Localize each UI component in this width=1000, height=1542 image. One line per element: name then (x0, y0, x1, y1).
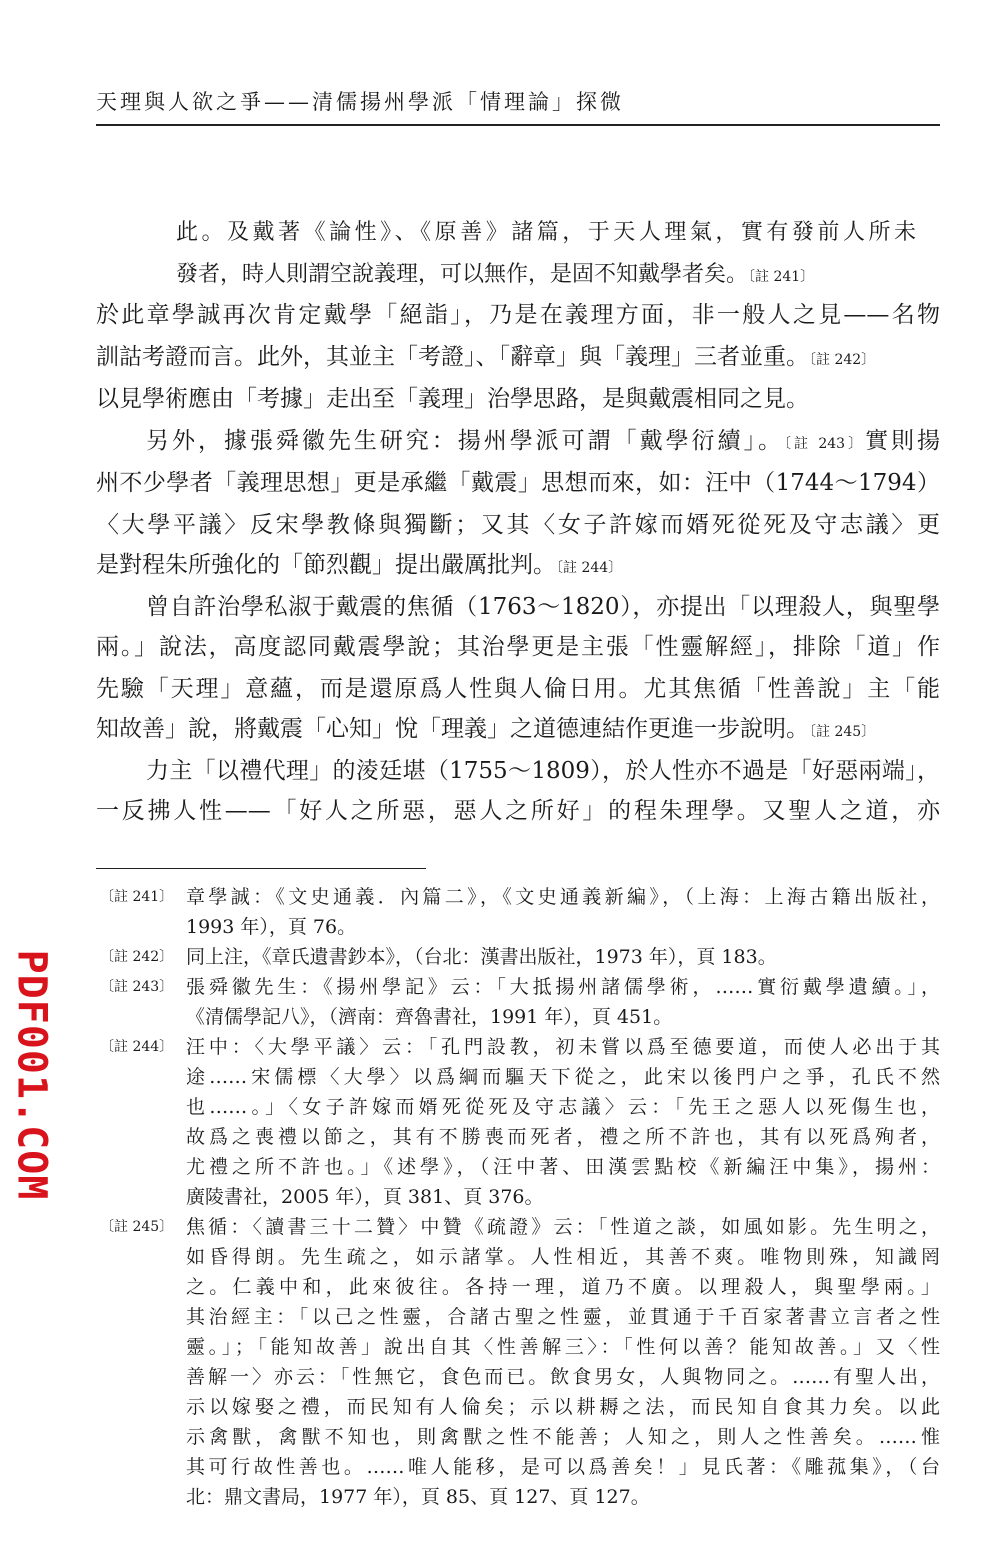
footnote-line: 1993 年），頁 76。 (186, 916, 357, 938)
footnote-line: 張舜徽先生：《揚州學記》云：「大抵揚州諸儒學術，……實衍戴學遺續。」， (186, 976, 940, 998)
footnote-line: 靈。」；「能知故善」說出自其〈性善解三〉：「性何以善？能知故善。」又〈性 (186, 1336, 940, 1358)
body-line-text: 以見學術應由「考據」走出至「義理」治學思路，是與戴震相同之見。 (96, 386, 809, 412)
footnote-line: 也……。」〈女子許嫁而婿死從死及守志議〉云：「先王之惡人以死傷生也， (186, 1096, 940, 1118)
footnote-ref[interactable]: 〔註 245〕 (809, 724, 876, 740)
body-line-text: 力主「以禮代理」的淩廷堪（1755～1809），於人性亦不過是「好惡兩端」， (146, 758, 940, 784)
footnote-tag: 〔註 241〕 (100, 889, 174, 905)
body-line-text: 一反拂人性——「好人之所惡，惡人之所好」的程朱理學。又聖人之道，亦 (96, 798, 940, 824)
footnote-line: 示禽獸，禽獸不知也，則禽獸之性不能善；人知之，則人之性善矣。……惟 (186, 1426, 940, 1448)
footnote-line: 示以嫁娶之禮，而民知有人倫矣；示以耕耨之法，而民知自食其力矣。以此 (186, 1396, 940, 1418)
body-line (96, 674, 940, 704)
footnote-line: 如昏得朗。先生疏之，如示諸掌。人性相近，其善不爽。唯物則殊，知識罔 (186, 1246, 940, 1268)
footnote-line: 焦循：〈讀書三十二贊〉中贊《疏證》云：「性道之談，如風如影。先生明之， (186, 1216, 940, 1238)
footnote-line: 同上注，《章氏遺書鈔本》，（台北：漢書出版社，1973 年），頁 183。 (186, 946, 777, 968)
footnote-tag: 〔註 243〕 (100, 979, 174, 995)
footnote-line: 章學誠：《文史通義．內篇二》，《文史通義新編》，（上海：上海古籍出版社， (186, 886, 940, 908)
body-line-text: 曾自許治學私淑于戴震的焦循（1763～1820），亦提出「以理殺人，與聖學 (146, 594, 940, 620)
watermark (6, 945, 56, 1205)
body-line (96, 550, 940, 583)
body-line-text: 先驗「天理」意蘊，而是還原爲人性與人倫日用。尤其焦循「性善說」主「能 (96, 676, 940, 702)
body-line-text: 兩。」說法，高度認同戴震學說；其治學更是主張「性靈解經」，排除「道」作 (96, 634, 940, 660)
watermark-text: PDF001.COM (8, 949, 55, 1201)
footnote-line: 之。仁義中和，此來彼往。各持一理，道乃不廣。以理殺人，與聖學兩。」 (186, 1276, 940, 1298)
body-line (146, 426, 940, 459)
body-line-text: 知故善」說，將戴震「心知」悅「理義」之道德連結作更進一步說明。 (96, 716, 809, 742)
body-line-text: 於此章學誠再次肯定戴學「絕詣」，乃是在義理方面，非一般人之見——名物 (96, 302, 940, 328)
body-line-text: 州不少學者「義理思想」更是承繼「戴震」思想而來，如：汪中（1744～1794） (96, 470, 940, 496)
footnote-line: 其可行故性善也。……唯人能移，是可以爲善矣！」見氏著：《雕菰集》，（台 (186, 1456, 940, 1478)
body-line (96, 510, 940, 540)
body-line-tail: 實則揚 (865, 428, 941, 454)
body-line (96, 796, 940, 826)
footnote-line: 廣陵書社，2005 年），頁 381、頁 376。 (186, 1186, 544, 1208)
body-line-text: 另外，據張舜徽先生研究：揚州學派可謂「戴學衍續」。 (146, 428, 784, 454)
footnote-tag: 〔註 242〕 (100, 949, 174, 965)
header-rule (96, 124, 940, 126)
footnote-line: 其治經主：「以己之性靈，合諸古聖之性靈，並貫通于千百家著書立言者之性 (186, 1306, 940, 1328)
footnote-line: 尤禮之所不許也。」《述學》，（汪中著、田漢雲點校《新編汪中集》，揚州： (186, 1156, 940, 1178)
footnote-tag: 〔註 245〕 (100, 1219, 174, 1235)
footnote-line: 善解一〉亦云：「性無它，食色而已。飲食男女，人與物同之。……有聖人出， (186, 1366, 940, 1388)
footnote-ref[interactable]: 〔註 241〕 (748, 269, 815, 285)
footnote-line: 《清儒學記八》，（濟南：齊魯書社，1991 年），頁 451。 (186, 1006, 673, 1028)
body-line (96, 384, 940, 414)
footnote-tag: 〔註 244〕 (100, 1039, 174, 1055)
body-line (146, 592, 940, 622)
running-head: 天理與人欲之爭——清儒揚州學派「情理論」探微 (96, 90, 624, 114)
body-line-text: 訓詁考證而言。此外，其並主「考證」、「辭章」與「義理」三者並重。 (96, 344, 809, 370)
body-line (96, 468, 940, 498)
body-line (176, 218, 916, 248)
body-line (176, 260, 916, 292)
body-line-text: 〈大學平議〉反宋學教條與獨斷；又其〈女子許嫁而婿死從死及守志議〉更 (96, 512, 940, 538)
body-line-text: 是對程朱所強化的「節烈觀」提出嚴厲批判。 (96, 552, 556, 578)
body-line (96, 300, 940, 330)
footnote-line: 汪中：〈大學平議〉云：「孔門設教，初未嘗以爲至德要道，而使人必出于其 (186, 1036, 940, 1058)
body-line-text: 發者，時人則謂空說義理，可以無作，是固不知戴學者矣。 (176, 262, 749, 287)
body-line (146, 756, 940, 786)
footnote-line: 途……宋儒標〈大學〉以爲綱而驅天下從之，此宋以後門户之爭，孔氏不然 (186, 1066, 940, 1088)
footnote-ref[interactable]: 〔註 243〕 (783, 436, 866, 452)
footnote-line: 北：鼎文書局，1977 年），頁 85、頁 127、頁 127。 (186, 1486, 650, 1508)
footnote-line: 故爲之喪禮以節之，其有不勝喪而死者，禮之所不許也，其有以死爲殉者， (186, 1126, 940, 1148)
footnote-ref[interactable]: 〔註 244〕 (556, 560, 623, 576)
body-line (96, 632, 940, 662)
body-line (96, 714, 940, 747)
footnote-ref[interactable]: 〔註 242〕 (809, 352, 876, 368)
body-line (96, 342, 940, 375)
footnote-rule (96, 868, 426, 869)
body-line-text: 此。及戴著《論性》、《原善》諸篇，于天人理氣，實有發前人所未 (176, 220, 916, 245)
